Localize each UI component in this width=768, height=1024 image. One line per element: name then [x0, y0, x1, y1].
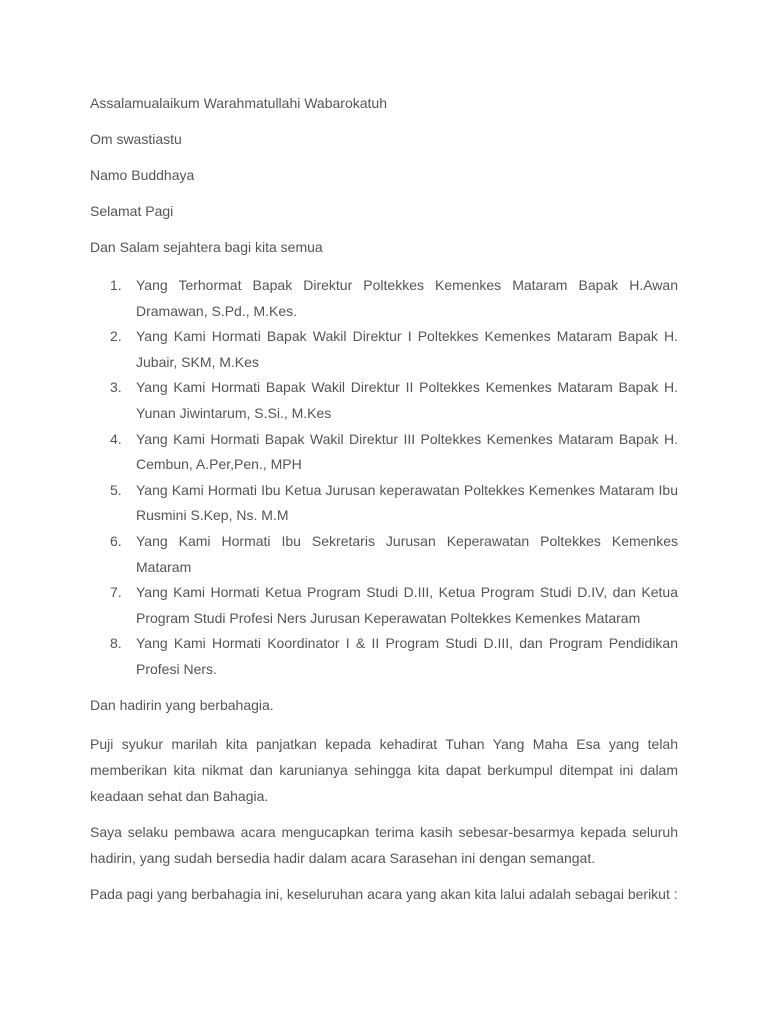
closing-greeting: Dan hadirin yang berbahagia. [90, 696, 274, 713]
list-text: Yang Kami Hormati Ibu Ketua Jurusan keperawatan Poltekkes Kemenkes Mataram Ibu Rusmini S.Kep, Ns. M.M [136, 481, 678, 524]
paragraph-susunan-acara: Pada pagi yang berbahagia ini, keseluruhan acara yang akan kita lalui adalah sebagai berikut : [90, 885, 678, 902]
paragraph-terima-kasih: Saya selaku pembawa acara mengucapkan terima kasih sebesar-besarmya kepada seluruh hadirin, yang sudah bersedia hadir dalam acara Sarasehan ini dengan semangat. [90, 823, 678, 866]
list-number: 8. [110, 635, 122, 652]
list-text: Yang Kami Hormati Ketua Program Studi D.III, Ketua Program Studi D.IV, dan Ketua Program Studi Profesi Ners Jurusan Keperawatan Poltekkes Kemenkes Mataram [136, 584, 678, 626]
greeting-namo-buddhaya: Namo Buddhaya [90, 167, 195, 183]
list-item [90, 427, 678, 478]
list-number: 2. [110, 328, 122, 345]
list-number: 6. [110, 532, 122, 549]
paragraph-puji-syukur: Puji syukur marilah kita panjatkan kepada kehadirat Tuhan Yang Maha Esa yang telah memberikan kita nikmat dan karunianya sehingga kita dapat berkumpul ditempat ini dalam keadaan sehat dan Bahagia. [90, 735, 678, 804]
list-number: 1. [110, 277, 122, 293]
list-number: 4. [110, 430, 122, 447]
list-item [90, 580, 678, 631]
list-item [90, 529, 678, 580]
greeting-om-swastiastu: Om swastiastu [90, 131, 182, 147]
list-text: Yang Kami Hormati Bapak Wakil Direktur II Poltekkes Kemenkes Mataram Bapak H. Yunan Jiwintarum, S.Si., M.Kes [136, 379, 678, 421]
list-number: 5. [110, 481, 122, 498]
list-number: 7. [110, 584, 122, 601]
list-number: 3. [110, 379, 122, 396]
greeting-salam: Assalamualaikum Warahmatullahi Wabarokatuh [90, 95, 387, 111]
list-text: Yang Kami Hormati Bapak Wakil Direktur III Poltekkes Kemenkes Mataram Bapak H. Cembun, A.Per,Pen., MPH [136, 430, 678, 473]
list-item [90, 478, 678, 529]
list-text: Yang Kami Hormati Bapak Wakil Direktur I Poltekkes Kemenkes Mataram Bapak H. Jubair, SKM, M.Kes [136, 328, 678, 370]
greeting-salam-sejahtera: Dan Salam sejahtera bagi kita semua [90, 239, 323, 255]
list-text: Yang Kami Hormati Koordinator I & II Program Studi D.III, dan Program Pendidikan Profesi Ners. [136, 635, 678, 677]
list-text: Yang Terhormat Bapak Direktur Poltekkes Kemenkes Mataram Bapak H.Awan Dramawan, S.Pd., M.Kes. [136, 277, 678, 319]
list-item [90, 324, 678, 375]
document-body [90, 93, 678, 917]
honorifics-list [90, 273, 678, 683]
greeting-selamat-pagi: Selamat Pagi [90, 203, 174, 219]
list-item [90, 375, 678, 426]
list-item [90, 273, 678, 324]
list-text: Yang Kami Hormati Ibu Sekretaris Jurusan Keperawatan Poltekkes Kemenkes Mataram [136, 532, 678, 575]
list-item [90, 631, 678, 682]
